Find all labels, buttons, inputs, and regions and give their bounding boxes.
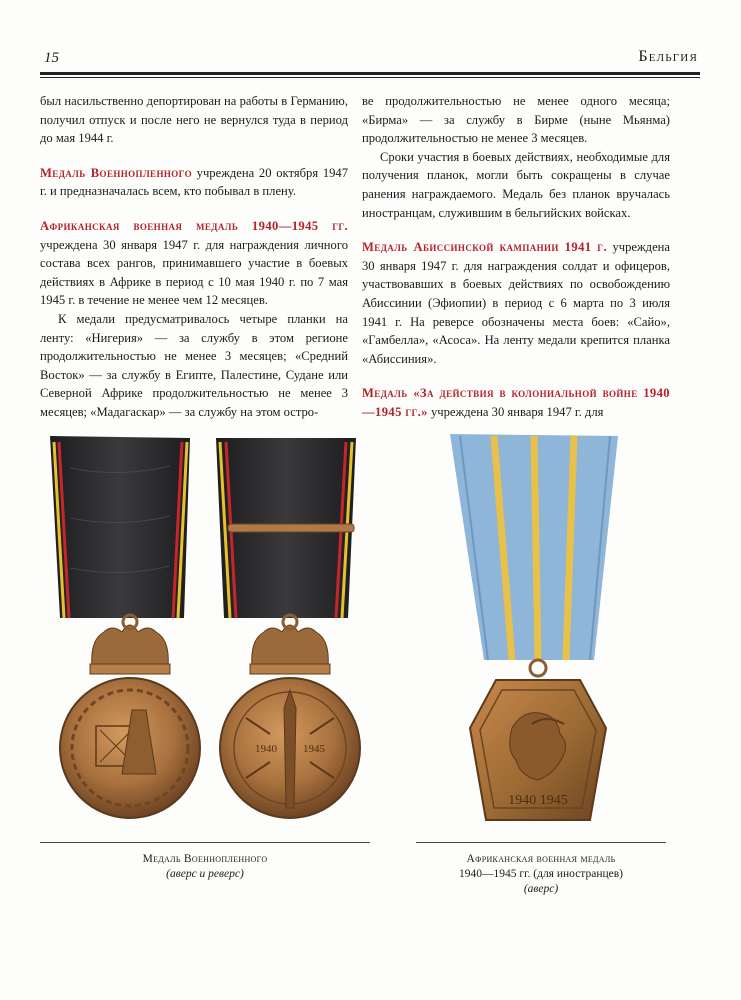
left-paragraph-2 (40, 164, 348, 201)
african-caption-line1: Африканская военная медаль (466, 853, 616, 865)
header-rule-thin (40, 77, 700, 78)
pow-obverse-crown (90, 615, 170, 674)
right-paragraph-3 (362, 238, 670, 368)
abyssinian-medal-text: учреждена 30 января 1947 г. для награждения солдат и офицеров, участвовавших в боевых действиях по освобождению Абиссинии (Эфиопии) в период с 6 марта по 3 июля 1941 г. На реверсе обозначены места боев: «Сайо», «Гамбелла», «Асоса». На ленту медали крепится планка «Абиссиния». (362, 240, 670, 366)
african-medal-caption (416, 852, 666, 897)
pow-reverse-disc (220, 678, 360, 818)
pow-medal-heading: Медаль Военнопленного (40, 165, 192, 180)
african-caption-line2: 1940—1945 гг. (для иностранцев) (459, 868, 623, 880)
pow-reverse-ribbon (216, 438, 356, 618)
african-medal-figure (420, 428, 660, 838)
page-header (40, 44, 700, 72)
african-caption-rule (416, 842, 666, 843)
header-rule-thick (40, 72, 700, 75)
pow-reverse-year-right: 1945 (303, 743, 325, 755)
right-paragraph-2: Сроки участия в боевых действиях, необходимые для получения планок, могли быть сокращены в случае ранения награждаемого. Медаль без планок вручалась иностранцам, служившим в бельгийских войсках. (362, 149, 670, 220)
african-medal-text: учреждена 30 января 1947 г. для награждения личного состава всех рангов, принимавшего участие в боевых действиях в Африке в период с 10 мая 1940 г. по 7 мая 1945 г. в течение не менее чем 12 месяцев. (40, 237, 348, 308)
african-medal-years: 1940 1945 (508, 793, 568, 808)
pow-medal-caption (40, 852, 370, 882)
abyssinian-medal-heading: Медаль Абиссинской кампании 1941 г. (362, 240, 607, 255)
right-paragraph-4 (362, 384, 670, 421)
african-medal-body (470, 680, 606, 820)
pow-reverse-crown (250, 615, 330, 674)
pow-caption-title: Медаль Военнопленного (142, 853, 268, 865)
pow-caption-rule (40, 842, 370, 843)
left-paragraph-3 (40, 217, 348, 310)
colonial-medal-text: учреждена 30 января 1947 г. для (427, 404, 604, 419)
african-medal-heading: Африканская военная медаль 1940—1945 гг. (40, 218, 348, 233)
section-title: Бельгия (638, 48, 698, 65)
left-paragraph-4: К медали предусматривалось четыре планки на ленту: «Нигерия» — за службу в этом регионе продолжительностью не менее 3 месяцев; «Средний Восток» — за службу в Египте, Палестине, Судане или Северной Африке продолжительностью не менее 3 месяцев; «Мадагаскар» — за службу на этом остро- (40, 311, 348, 419)
pow-reverse-year-left: 1940 (255, 743, 277, 755)
right-column (362, 92, 670, 422)
african-medal-ribbon (450, 434, 618, 660)
pow-medal-figure (40, 428, 370, 838)
left-column (40, 92, 348, 422)
pow-obverse-ribbon (50, 436, 190, 618)
pow-caption-sub: (аверс и реверс) (166, 868, 244, 880)
african-medal-ring (530, 660, 546, 676)
african-caption-sub: (аверс) (523, 883, 559, 895)
right-paragraph-1: ве продолжительностью не менее одного месяца; «Бирма» — за службу в Бирме (ныне Мьянма) продолжительностью не менее 3 месяцев. (362, 94, 670, 146)
colonial-medal-heading: Медаль «За действия в колониальной войне 1940—1945 гг.» (362, 386, 670, 419)
pow-obverse-disc (60, 678, 200, 818)
left-paragraph-1: был насильственно депортирован на работы в Германию, получил отпуск и после него не вернулся туда в период до мая 1944 г. (40, 94, 348, 146)
page-number: 15 (44, 50, 59, 66)
pow-medal-text: учреждена 20 октября 1947 г. и предназначалась всем, кто побывал в плену. (40, 165, 349, 199)
